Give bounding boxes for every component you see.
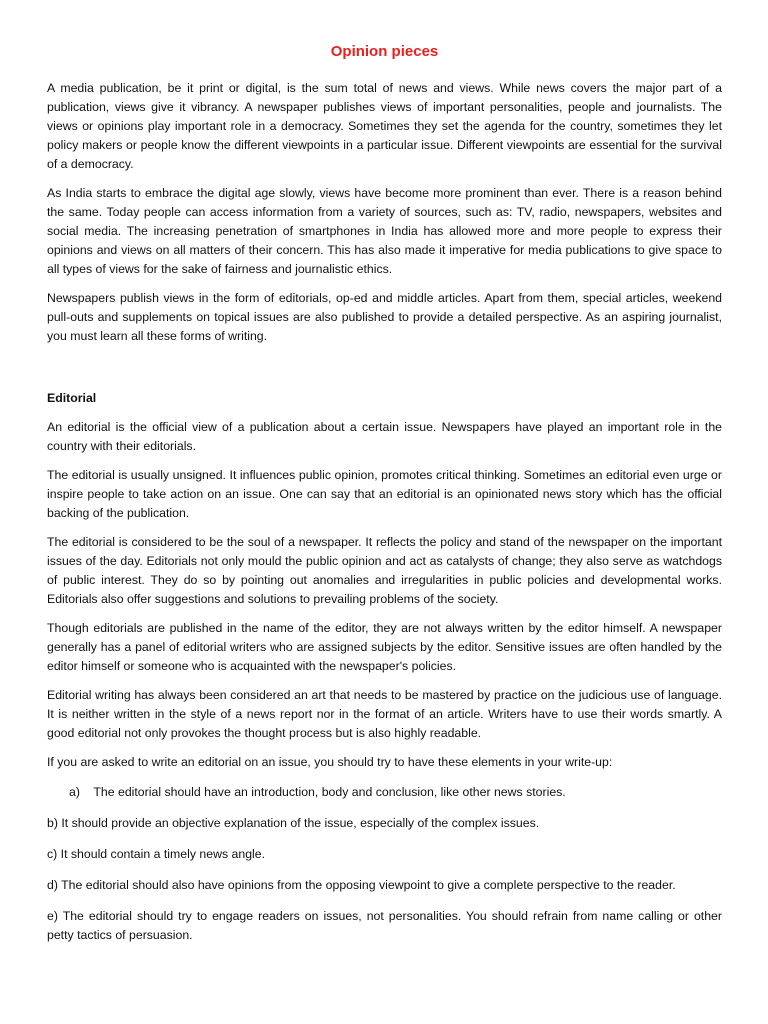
editorial-paragraph-5: Editorial writing has always been considered an art that needs to be mastered by practice on the judicious use of language. It is neither written in the style of a news report nor in the format of an article. Writers have to use their words smartly. A good editorial not only provokes the thought process but is also highly readable.	[47, 688, 722, 740]
list-item: c) It should contain a timely news angle.	[47, 847, 266, 861]
editorial-paragraph-2: The editorial is usually unsigned. It influences public opinion, promotes critical thinking. Sometimes an editorial even urge or inspire people to take action on an issue. One can say that an editorial is an opinionated news story which has the official backing of the publication.	[47, 468, 722, 520]
editorial-paragraph-3: The editorial is considered to be the soul of a newspaper. It reflects the policy and stand of the newspaper on the important issues of the day. Editorials not only mould the public opinion and act as catalysts of change; they also serve as watchdogs of public interest. They do so by pointing out anomalies and irregularities in public policies and developmental works. Editorials also offer suggestions and solutions to prevailing problems of the society.	[47, 535, 722, 606]
editorial-paragraph-6: If you are asked to write an editorial on an issue, you should try to have these elements in your write-up:	[47, 755, 613, 769]
document-page	[47, 0, 722, 945]
editorial-paragraph-1: An editorial is the official view of a publication about a certain issue. Newspapers have played an important role in the country with their editorials.	[47, 420, 722, 453]
list-item: a) The editorial should have an introduction, body and conclusion, like other news stories.	[69, 785, 566, 799]
list-item: e) The editorial should try to engage readers on issues, not personalities. You should refrain from name calling or other petty tactics of persuasion.	[47, 909, 722, 942]
intro-paragraph-2: As India starts to embrace the digital age slowly, views have become more prominent than ever. There is a reason behind the same. Today people can access information from a variety of sources, such as: TV, radio, newspapers, websites and social media. The increasing penetration of smartphones in India has allowed more and more people to express their opinions and views on all matters of their concern. This has also made it imperative for media publications to give space to all types of views for the sake of fairness and journalistic ethics.	[47, 186, 722, 276]
list-item: d) The editorial should also have opinions from the opposing viewpoint to give a complete perspective to the reader.	[47, 878, 676, 892]
intro-paragraph-1: A media publication, be it print or digital, is the sum total of news and views. While news covers the major part of a publication, views give it vibrancy. A newspaper publishes views of important personalities, people and journalists. The views or opinions play important role in a democracy. Sometimes they set the agenda for the country, sometimes they let policy makers or people know the different viewpoints in a particular issue. Different viewpoints are essential for the survival of a democracy.	[47, 81, 722, 171]
intro-paragraph-3: Newspapers publish views in the form of editorials, op-ed and middle articles. Apart from them, special articles, weekend pull-outs and supplements on topical issues are also published to provide a detailed perspective. As an aspiring journalist, you must learn all these forms of writing.	[47, 291, 722, 343]
section-heading-editorial: Editorial	[47, 391, 97, 405]
list-item: b) It should provide an objective explanation of the issue, especially of the complex issues.	[47, 816, 540, 830]
editorial-paragraph-4: Though editorials are published in the name of the editor, they are not always written by the editor himself. A newspaper generally has a panel of editorial writers who are assigned subjects by the editor. Sensitive issues are often handled by the editor himself or someone who is acquainted with the newspaper's policies.	[47, 621, 722, 673]
page-title: Opinion pieces	[330, 43, 439, 60]
